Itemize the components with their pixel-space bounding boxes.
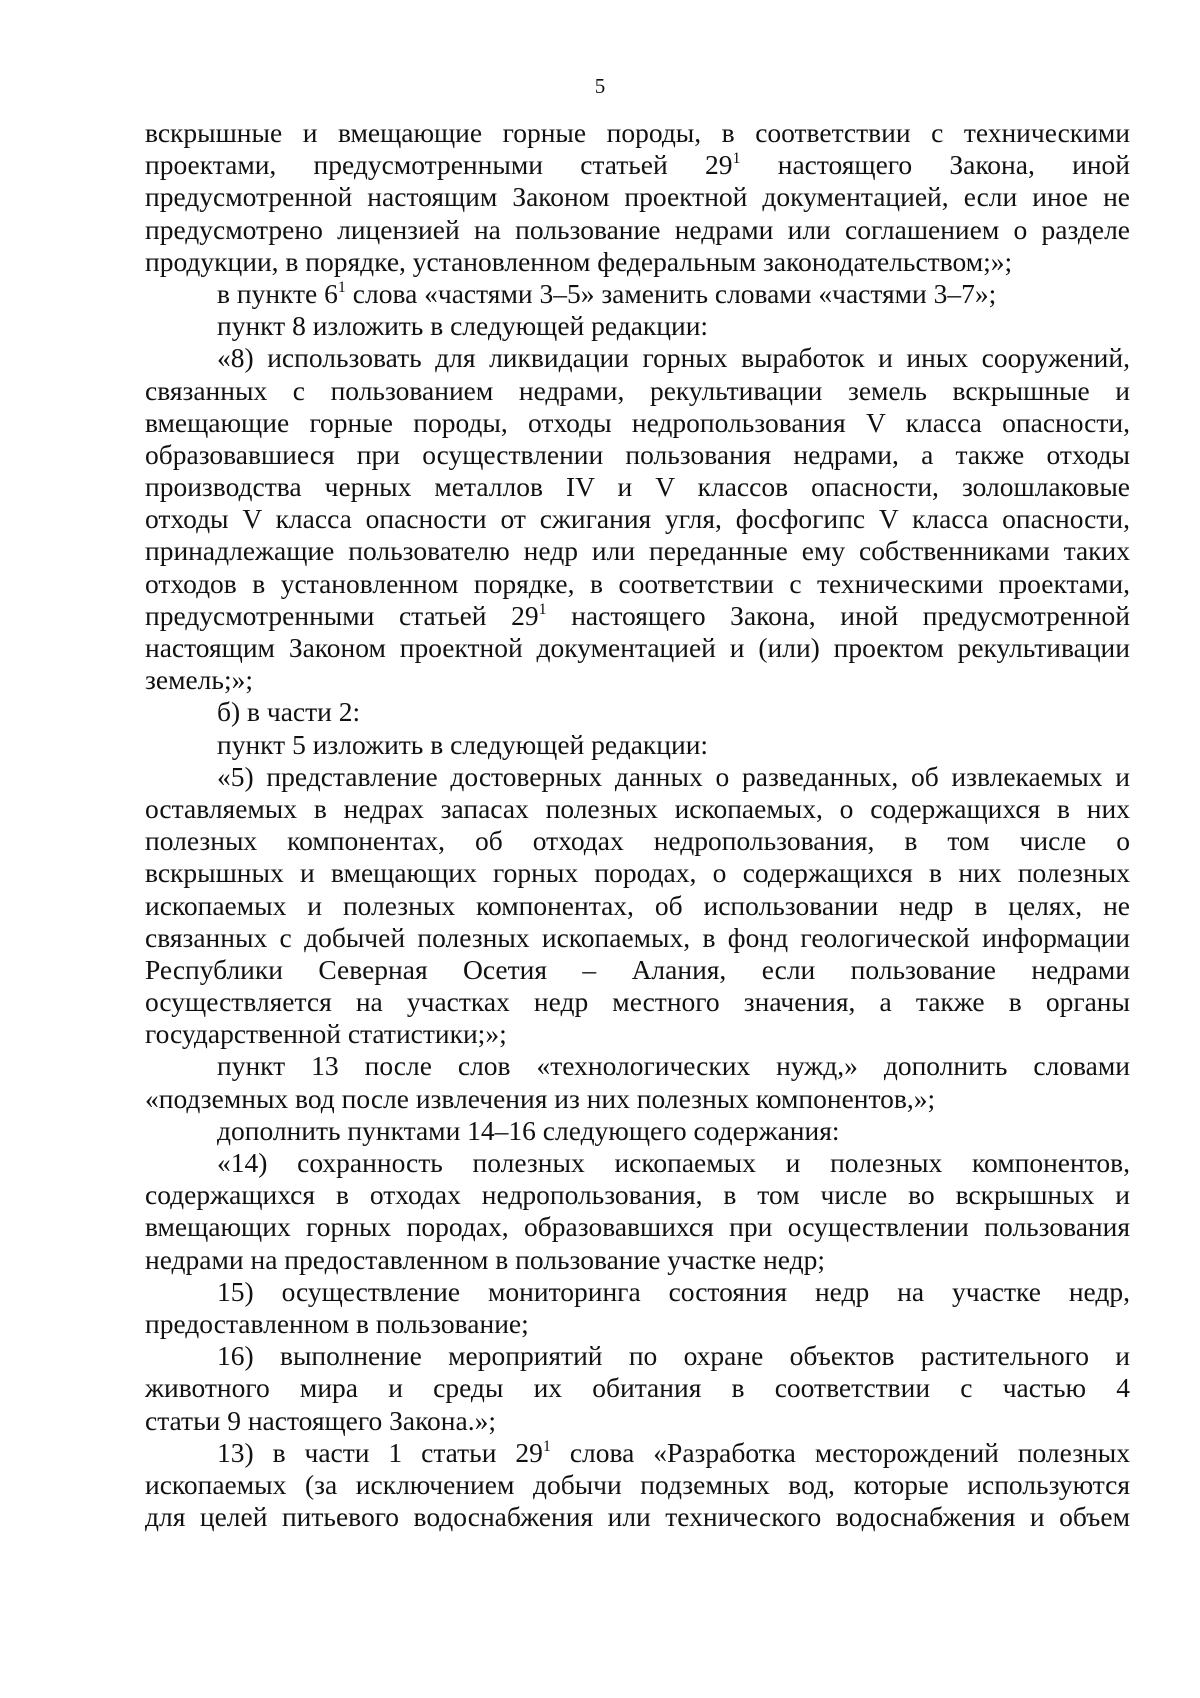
text-line: государственной статистики;»; — [145, 1018, 507, 1050]
text-line: отходы V класса опасности от сжигания угля, фосфогипс V класса опасности, — [145, 503, 1130, 535]
text-line: предусмотрено лицензией на пользование недрами или соглашением о разделе — [145, 213, 1130, 245]
text-line: отходов в установленном порядке, в соответствии с техническими проектами, — [145, 567, 1130, 599]
text-line: вскрышные и вмещающие горные породы, в соответствии с техническими — [145, 117, 1130, 148]
text-line: недрами на предоставленном в пользование участке недр; — [145, 1243, 826, 1275]
text-line: продукции, в порядке, установленном федеральным законодательством;»; — [145, 245, 1013, 277]
text-line: связанных с пользованием недрами, рекультивации земель вскрышные и — [145, 374, 1130, 406]
text-line: 15) осуществление мониторинга состояния недр на участке недр, — [217, 1275, 1130, 1307]
text-line: связанных с добычей полезных ископаемых, в фонд геологической информации — [145, 921, 1130, 953]
text-line: б) в части 2: — [217, 696, 361, 728]
text-line: для целей питьевого водоснабжения или технического водоснабжения и объем — [145, 1501, 1130, 1533]
text-line: 13) в части 1 статьи $29^1$ слова «Разработка месторождений полезных — [217, 1436, 1130, 1468]
text-line: осуществляется на участках недр местного значения, а также в органы — [145, 986, 1130, 1018]
text-line: полезных компонентах, об отходах недропользования, в том числе о — [145, 825, 1130, 857]
text-line: «5) представление достоверных данных о разведанных, об извлекаемых и — [217, 760, 1130, 792]
text-line: принадлежащие пользователю недр или переданные ему собственниками таких — [145, 535, 1130, 567]
text-line: «подземных вод после извлечения из них полезных компонентов,»; — [145, 1082, 936, 1114]
text-line: предусмотренной настоящим Законом проектной документацией, если иное не — [145, 181, 1130, 213]
document-body — [145, 117, 1130, 1533]
text-line: в пункте $6^1$ слова «частями 3–5» заменить словами «частями 3–7»; — [217, 277, 997, 309]
text-line: производства черных металлов IV и V классов опасности, золошлаковые — [145, 471, 1130, 503]
text-line: предусмотренными статьей $29^1$ настоящего Закона, иной предусмотренной — [145, 599, 1131, 631]
text-line: вмещающие горные породы, отходы недропользования V класса опасности, — [145, 406, 1130, 438]
text-line: образовавшиеся при осуществлении пользования недрами, а также отходы — [145, 438, 1130, 470]
text-line: настоящим Законом проектной документацией и (или) проектом рекультивации — [145, 632, 1130, 663]
text-line: 16) выполнение мероприятий по охране объектов растительного и — [217, 1340, 1130, 1372]
text-line: содержащихся в отходах недропользования, в том числе во вскрышных и — [145, 1179, 1130, 1211]
text-line: ископаемых и полезных компонентах, об использовании недр в целях, не — [145, 889, 1130, 921]
text-line: вскрышных и вмещающих горных породах, о содержащихся в них полезных — [145, 857, 1130, 889]
text-line: проектами, предусмотренными статьей $29^1$ настоящего Закона, иной — [145, 149, 1131, 181]
text-line: предоставленном в пользование; — [145, 1307, 529, 1339]
text-line: оставляемых в недрах запасах полезных ископаемых, о содержащихся в них — [145, 792, 1130, 824]
text-line: животного мира и среды их обитания в соответствии с частью 4 — [145, 1372, 1130, 1404]
text-line: вмещающих горных породах, образовавшихся при осуществлении пользования — [145, 1211, 1130, 1243]
text-line: пункт 5 изложить в следующей редакции: — [217, 728, 709, 760]
text-line: дополнить пунктами 14–16 следующего содержания: — [217, 1114, 840, 1146]
text-line: Республики Северная Осетия – Алания, если пользование недрами — [145, 953, 1130, 985]
text-line: «14) сохранность полезных ископаемых и полезных компонентов, — [217, 1147, 1130, 1178]
text-line: земель;»; — [145, 664, 253, 696]
text-line: статьи 9 настоящего Закона.»; — [145, 1404, 496, 1436]
text-line: ископаемых (за исключением добычи подземных вод, которые используются — [145, 1468, 1130, 1500]
text-line: пункт 13 после слов «технологических нужд,» дополнить словами — [217, 1050, 1130, 1082]
text-line: пункт 8 изложить в следующей редакции: — [217, 310, 709, 342]
page-number: 5 — [594, 74, 606, 98]
text-line: «8) использовать для ликвидации горных выработок и иных сооружений, — [217, 342, 1130, 374]
